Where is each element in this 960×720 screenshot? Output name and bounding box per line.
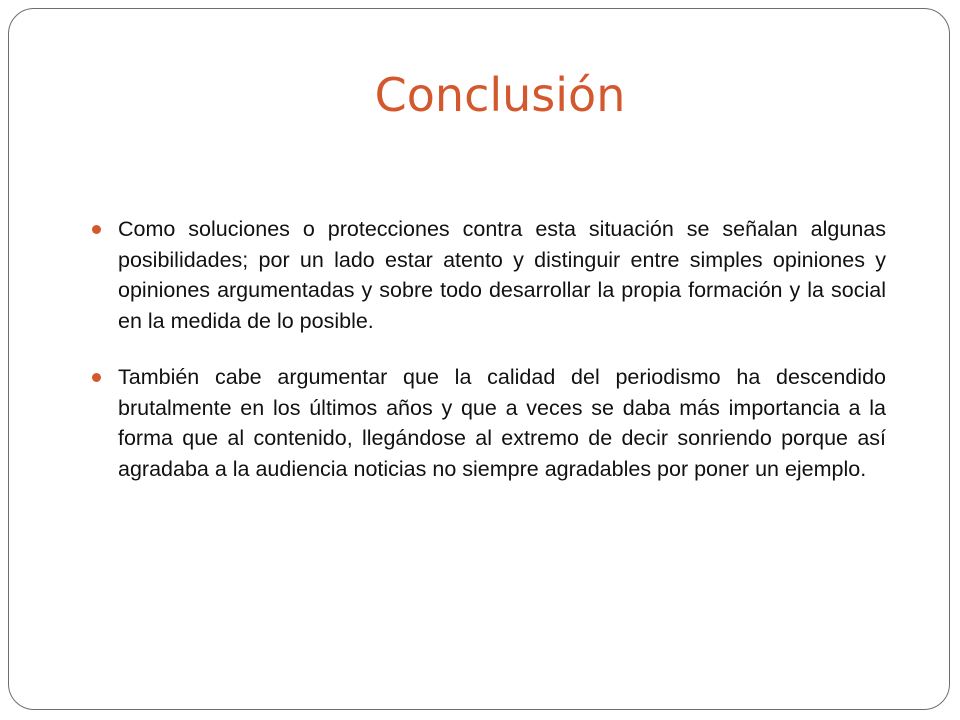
bullet-dot-icon [92,373,101,382]
slide-title: Conclusión [374,68,626,122]
bullet-text: También cabe argumentar que la calidad del periodismo ha descendido brutalmente en los últimos años y que a veces se daba más importancia a la forma que al contenido, llegándose al extremo de decir sonriendo porque así agradaba a la audiencia noticias no siempre agradables por poner un ejemplo. [118,365,886,481]
bullet-text: Como soluciones o protecciones contra esta situación se señalan algunas posibilidades; por un lado estar atento y distinguir entre simples opiniones y opiniones argumentadas y sobre todo desarrollar la propia formación y la social en la medida de lo posible. [118,217,886,333]
bullet-item [92,214,886,336]
bullet-dot-icon [92,225,101,234]
bullet-list [92,214,886,510]
bullet-item [92,362,886,484]
